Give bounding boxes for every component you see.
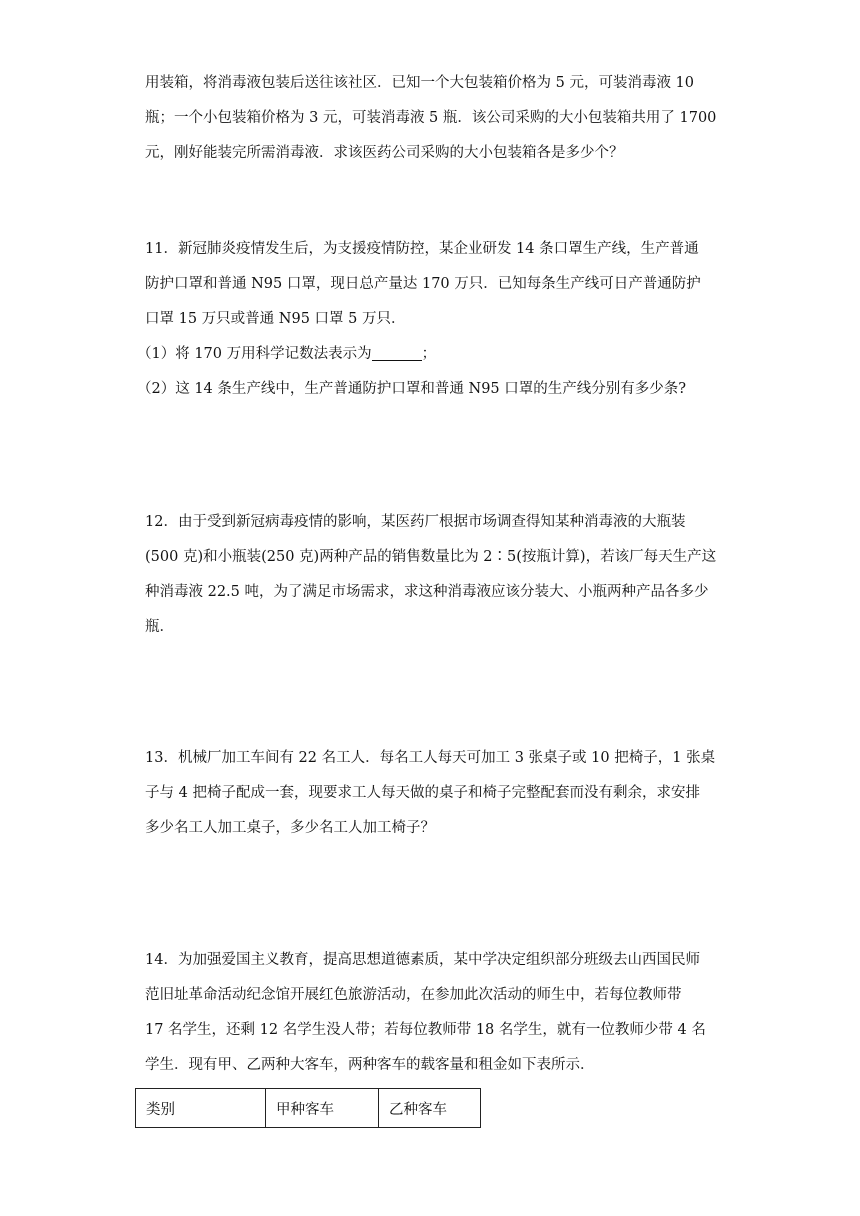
text-line: 14．为加强爱国主义教育，提高思想道德素质，某中学决定组织部分班级去山西国民师 — [145, 952, 700, 968]
question-13 — [145, 741, 717, 846]
question-10-tail — [145, 66, 717, 171]
question-14 — [145, 943, 717, 1083]
text-line: 范旧址革命活动纪念馆开展红色旅游活动，在参加此次活动的师生中，若每位教师带 — [145, 987, 682, 1003]
text-line: 用装箱，将消毒液包装后送往该社区．已知一个大包装箱价格为 5 元，可装消毒液 10 — [145, 75, 695, 91]
text-line: 瓶． — [145, 619, 174, 635]
table-header-cell: 甲种客车 — [266, 1089, 379, 1128]
text-line: 防护口罩和普通 N95 口罩，现日总产量达 170 万只．已知每条生产线可日产普通防护 — [145, 276, 701, 292]
text-line: (500 克)和小瓶装(250 克)两种产品的销售数量比为 2∶5(按瓶计算)，若该厂每天生产这 — [145, 549, 717, 565]
part-1-text: （1）将 170 万用科学记数法表示为 — [137, 346, 372, 362]
question-11-part-1 — [137, 337, 717, 372]
text-line: 口罩 15 万只或普通 N95 口罩 5 万只． — [145, 311, 406, 327]
table-header-cell: 乙种客车 — [379, 1089, 481, 1128]
question-11 — [137, 232, 717, 407]
part-1-suffix: ； — [421, 346, 437, 362]
text-line: 13．机械厂加工车间有 22 名工人．每名工人每天可加工 3 张桌子或 10 把椅子，1 张桌 — [145, 750, 716, 766]
question-12 — [145, 505, 717, 645]
table-header-cell: 类别 — [136, 1089, 266, 1128]
answer-blank — [372, 344, 422, 361]
question-11-part-2: （2）这 14 条生产线中，生产普通防护口罩和普通 N95 口罩的生产线分别有多少条? — [137, 381, 687, 397]
text-line: 种消毒液 22.5 吨，为了满足市场需求，求这种消毒液应该分装大、小瓶两种产品各多少 — [145, 584, 709, 600]
text-line: 瓶；一个小包装箱价格为 3 元，可装消毒液 5 瓶．该公司采购的大小包装箱共用了 1700 — [145, 110, 717, 126]
text-line: 元，刚好能装完所需消毒液．求该医药公司采购的大小包装箱各是多少个？ — [145, 145, 624, 161]
text-line: 12．由于受到新冠病毒疫情的影响，某医药厂根据市场调查得知某种消毒液的大瓶装 — [145, 514, 686, 530]
table-header-row — [136, 1089, 481, 1128]
text-line: 学生．现有甲、乙两种大客车，两种客车的载客量和租金如下表所示． — [145, 1057, 595, 1073]
text-line: 子与 4 把椅子配成一套，现要求工人每天做的桌子和椅子完整配套而没有剩余，求安排 — [145, 785, 700, 801]
text-line: 17 名学生，还剩 12 名学生没人带；若每位教师带 18 名学生，就有一位教师少带 4 名 — [145, 1022, 706, 1038]
text-line: 多少名工人加工桌子，多少名工人加工椅子？ — [145, 820, 435, 836]
bus-table — [135, 1088, 481, 1128]
text-line: 11．新冠肺炎疫情发生后，为支援疫情防控，某企业研发 14 条口罩生产线，生产普通 — [145, 241, 699, 257]
